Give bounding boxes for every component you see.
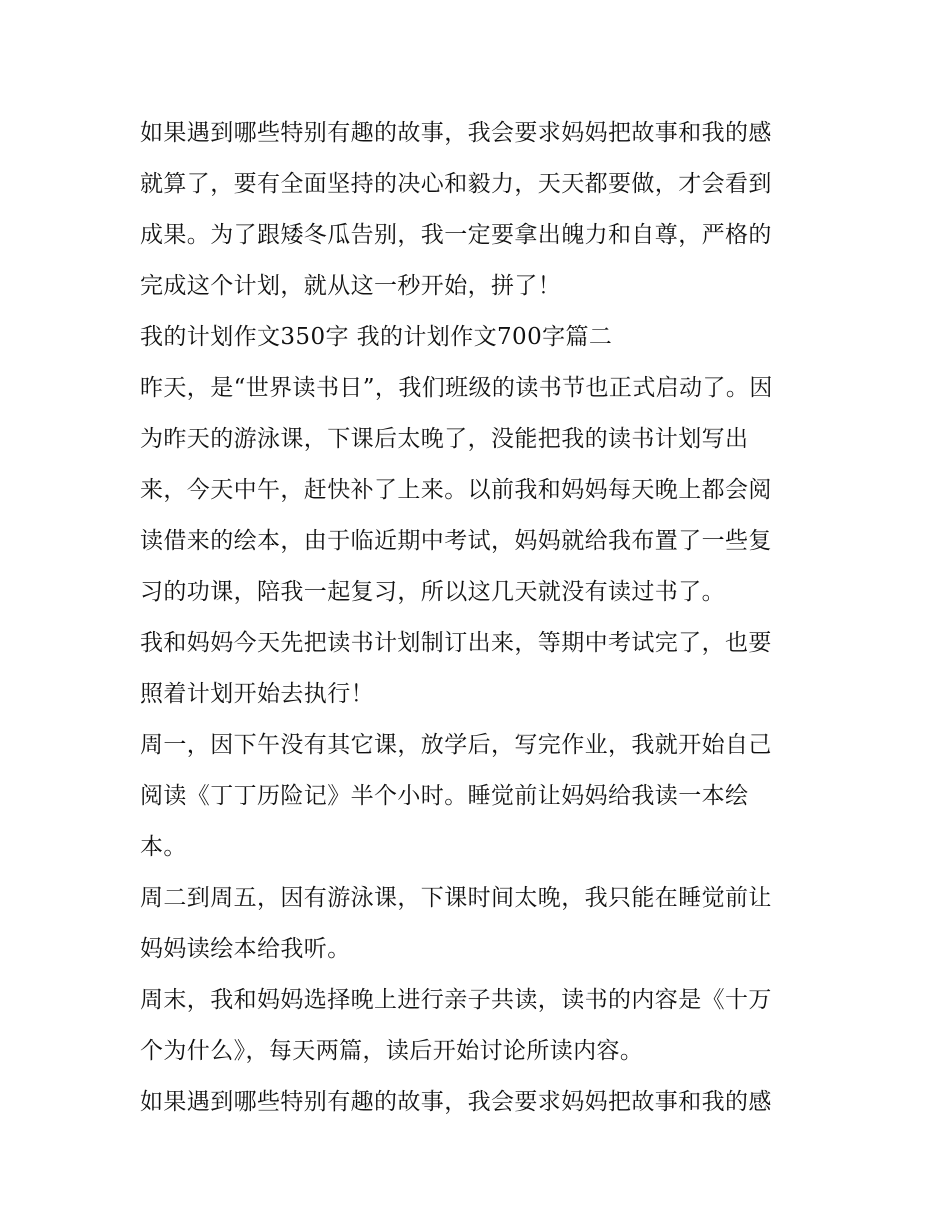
document-body [140, 108, 820, 1128]
text-line: 习的功课，陪我一起复习，所以这几天就没有读过书了。 [140, 579, 725, 605]
text-line: 阅读《丁丁历险记》半个小时。睡觉前让妈妈给我读一本绘 [140, 783, 749, 809]
text-line: 如果遇到哪些特别有趣的故事，我会要求妈妈把故事和我的感 [140, 1089, 772, 1115]
text-line: 周二到周五，因有游泳课，下课时间太晚，我只能在睡觉前让 [140, 885, 772, 911]
text-line: 完成这个计划，就从这一秒开始，拼了！ [140, 273, 562, 299]
text-line: 周一，因下午没有其它课，放学后，写完作业，我就开始自己 [140, 732, 772, 758]
section-heading: 我的计划作文350字 我的计划作文700字篇二 [140, 324, 613, 350]
text-line: 照着计划开始去执行！ [140, 681, 374, 707]
text-line: 妈妈读绘本给我听。 [140, 936, 351, 962]
text-line: 为昨天的游泳课，下课后太晚了，没能把我的读书计划写出 [140, 426, 749, 452]
text-line: 周末，我和妈妈选择晚上进行亲子共读，读书的内容是《十万 [140, 987, 772, 1013]
text-line: 读借来的绘本，由于临近期中考试，妈妈就给我布置了一些复 [140, 528, 772, 554]
text-line: 如果遇到哪些特别有趣的故事，我会要求妈妈把故事和我的感 [140, 120, 772, 146]
text-line: 本。 [140, 834, 187, 860]
text-line: 成果。为了跟矮冬瓜告别，我一定要拿出魄力和自尊，严格的 [140, 222, 772, 248]
text-line: 来，今天中午，赶快补了上来。以前我和妈妈每天晚上都会阅 [140, 477, 772, 503]
text-line: 昨天，是“世界读书日”，我们班级的读书节也正式启动了。因 [140, 375, 773, 401]
text-line: 我和妈妈今天先把读书计划制订出来，等期中考试完了，也要 [140, 630, 772, 656]
text-line: 就算了，要有全面坚持的决心和毅力，天天都要做，才会看到 [140, 171, 772, 197]
text-line: 个为什么》，每天两篇，读后开始讨论所读内容。 [140, 1038, 644, 1064]
